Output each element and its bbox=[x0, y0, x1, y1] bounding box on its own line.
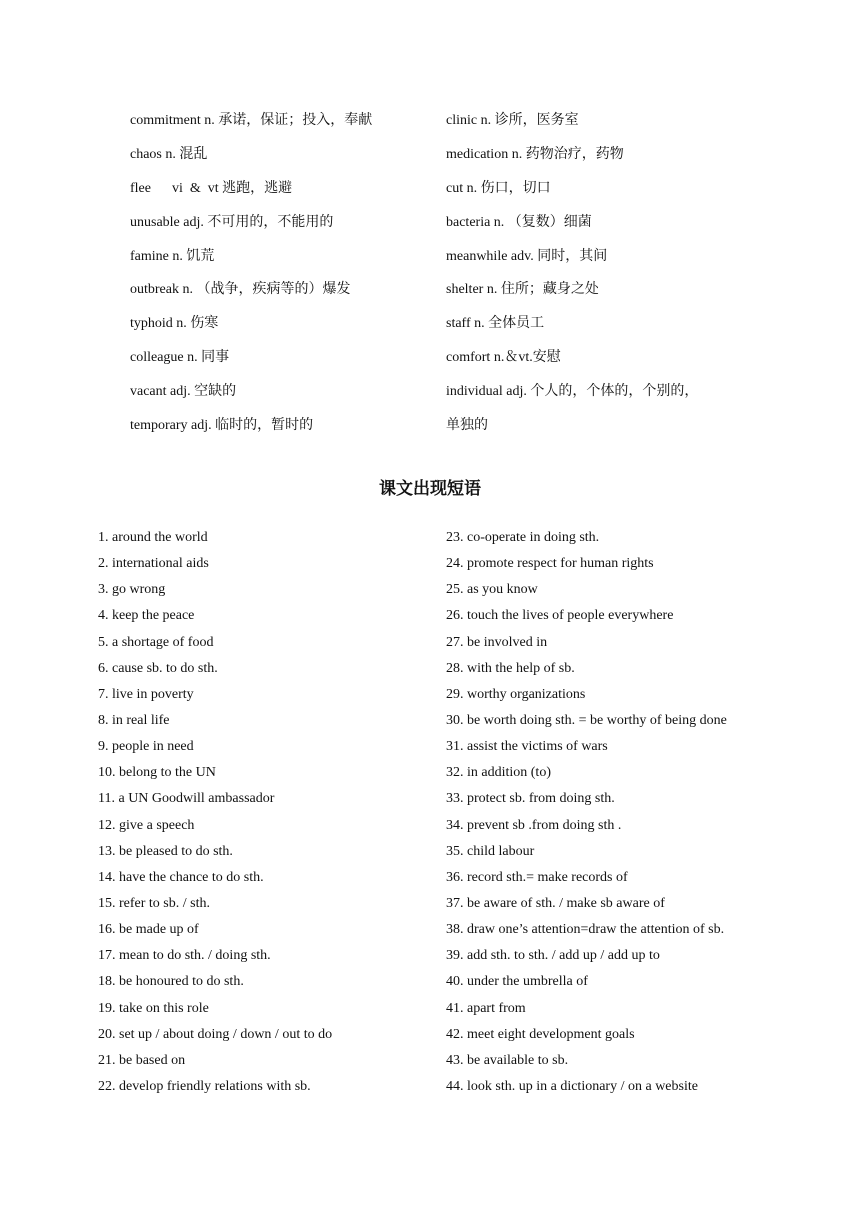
phrase-item: 27. be involved in bbox=[446, 634, 548, 650]
vocab-item: unusable adj. 不可用的，不能用的 bbox=[130, 214, 334, 230]
phrase-item: 8. in real life bbox=[98, 712, 170, 728]
phrase-item: 12. give a speech bbox=[98, 817, 195, 833]
vocab-item: cut n. 伤口，切口 bbox=[446, 180, 551, 196]
vocab-item: clinic n. 诊所，医务室 bbox=[446, 113, 579, 128]
phrase-item: 13. be pleased to do sth. bbox=[98, 843, 233, 859]
vocab-item: shelter n. 住所；藏身之处 bbox=[446, 282, 599, 298]
phrase-item: 33. protect sb. from doing sth. bbox=[446, 791, 615, 807]
phrase-item: 16. be made up of bbox=[98, 922, 199, 938]
vocab-item: individual adj. 个人的，个体的，个别的， bbox=[446, 384, 699, 400]
phrase-item: 21. be based on bbox=[98, 1052, 186, 1068]
vocab-item: outbreak n. （战争，疾病等的）爆发 bbox=[130, 282, 351, 298]
vocab-item: medication n. 药物治疗，药物 bbox=[446, 146, 624, 162]
phrase-item: 38. draw one’s attention=draw the attention of sb. bbox=[446, 922, 725, 938]
vocab-item: vacant adj. 空缺的 bbox=[130, 384, 237, 400]
vocab-item: chaos n. 混乱 bbox=[130, 146, 208, 162]
phrase-item: 25. as you know bbox=[446, 582, 538, 598]
phrase-item: 29. worthy organizations bbox=[446, 686, 586, 702]
phrase-item: 10. belong to the UN bbox=[98, 765, 216, 781]
vocab-item: colleague n. 同事 bbox=[130, 350, 230, 366]
phrase-column-left bbox=[98, 526, 428, 1101]
phrase-item: 3. go wrong bbox=[98, 582, 166, 598]
phrase-item: 20. set up / about doing / down / out to do bbox=[98, 1026, 333, 1042]
phrase-item: 40. under the umbrella of bbox=[446, 974, 588, 990]
vocab-item: commitment n. 承诺，保证；投入，奉献 bbox=[130, 113, 373, 128]
phrase-item: 30. be worth doing sth. = be worthy of being done bbox=[446, 712, 727, 728]
phrase-item: 9. people in need bbox=[98, 739, 194, 755]
phrase-item: 35. child labour bbox=[446, 843, 535, 859]
phrase-item: 36. record sth.= make records of bbox=[446, 869, 628, 885]
phrase-item: 28. with the help of sb. bbox=[446, 660, 575, 676]
phrase-item: 15. refer to sb. / sth. bbox=[98, 895, 210, 911]
vocabulary-column-right bbox=[446, 108, 746, 447]
phrase-item: 17. mean to do sth. / doing sth. bbox=[98, 948, 271, 964]
vocab-item: meanwhile adv. 同时，其间 bbox=[446, 248, 608, 264]
phrase-item: 31. assist the victims of wars bbox=[446, 739, 608, 755]
phrase-item: 24. promote respect for human rights bbox=[446, 556, 654, 572]
phrase-item: 11. a UN Goodwill ambassador bbox=[98, 791, 275, 807]
phrase-item: 34. prevent sb .from doing sth . bbox=[446, 817, 622, 833]
phrase-item: 41. apart from bbox=[446, 1000, 526, 1016]
vocab-item: flee vi & vt 逃跑，逃避 bbox=[130, 180, 293, 196]
vocabulary-column-left bbox=[130, 108, 430, 447]
phrase-item: 19. take on this role bbox=[98, 1000, 209, 1016]
vocab-item: 单独的 bbox=[446, 418, 488, 434]
vocab-item: bacteria n. （复数）细菌 bbox=[446, 214, 592, 230]
phrase-item: 44. look sth. up in a dictionary / on a website bbox=[446, 1078, 698, 1094]
vocab-item: staff n. 全体员工 bbox=[446, 316, 545, 332]
phrase-item: 1. around the world bbox=[98, 530, 208, 545]
phrase-item: 23. co-operate in doing sth. bbox=[446, 530, 600, 545]
phrase-item: 18. be honoured to do sth. bbox=[98, 974, 244, 990]
phrase-column-right bbox=[446, 526, 776, 1101]
phrase-item: 6. cause sb. to do sth. bbox=[98, 660, 218, 676]
vocab-item: famine n. 饥荒 bbox=[130, 248, 215, 264]
phrase-item: 26. touch the lives of people everywhere bbox=[446, 608, 674, 624]
phrase-item: 43. be available to sb. bbox=[446, 1052, 569, 1068]
vocab-item: temporary adj. 临时的，暂时的 bbox=[130, 418, 314, 434]
phrase-item: 42. meet eight development goals bbox=[446, 1026, 635, 1042]
phrase-item: 37. be aware of sth. / make sb aware of bbox=[446, 895, 665, 911]
phrase-item: 22. develop friendly relations with sb. bbox=[98, 1078, 311, 1094]
phrase-item: 14. have the chance to do sth. bbox=[98, 869, 264, 885]
section-heading: 课文出现短语 bbox=[379, 479, 481, 499]
vocab-item: typhoid n. 伤寒 bbox=[130, 316, 219, 332]
phrase-item: 32. in addition (to) bbox=[446, 765, 551, 781]
phrase-item: 5. a shortage of food bbox=[98, 634, 214, 650]
phrase-item: 39. add sth. to sth. / add up / add up to bbox=[446, 948, 660, 964]
phrase-item: 2. international aids bbox=[98, 556, 209, 572]
phrase-item: 7. live in poverty bbox=[98, 686, 194, 702]
phrase-item: 4. keep the peace bbox=[98, 608, 195, 624]
vocab-item: comfort n.＆vt.安慰 bbox=[446, 350, 561, 366]
